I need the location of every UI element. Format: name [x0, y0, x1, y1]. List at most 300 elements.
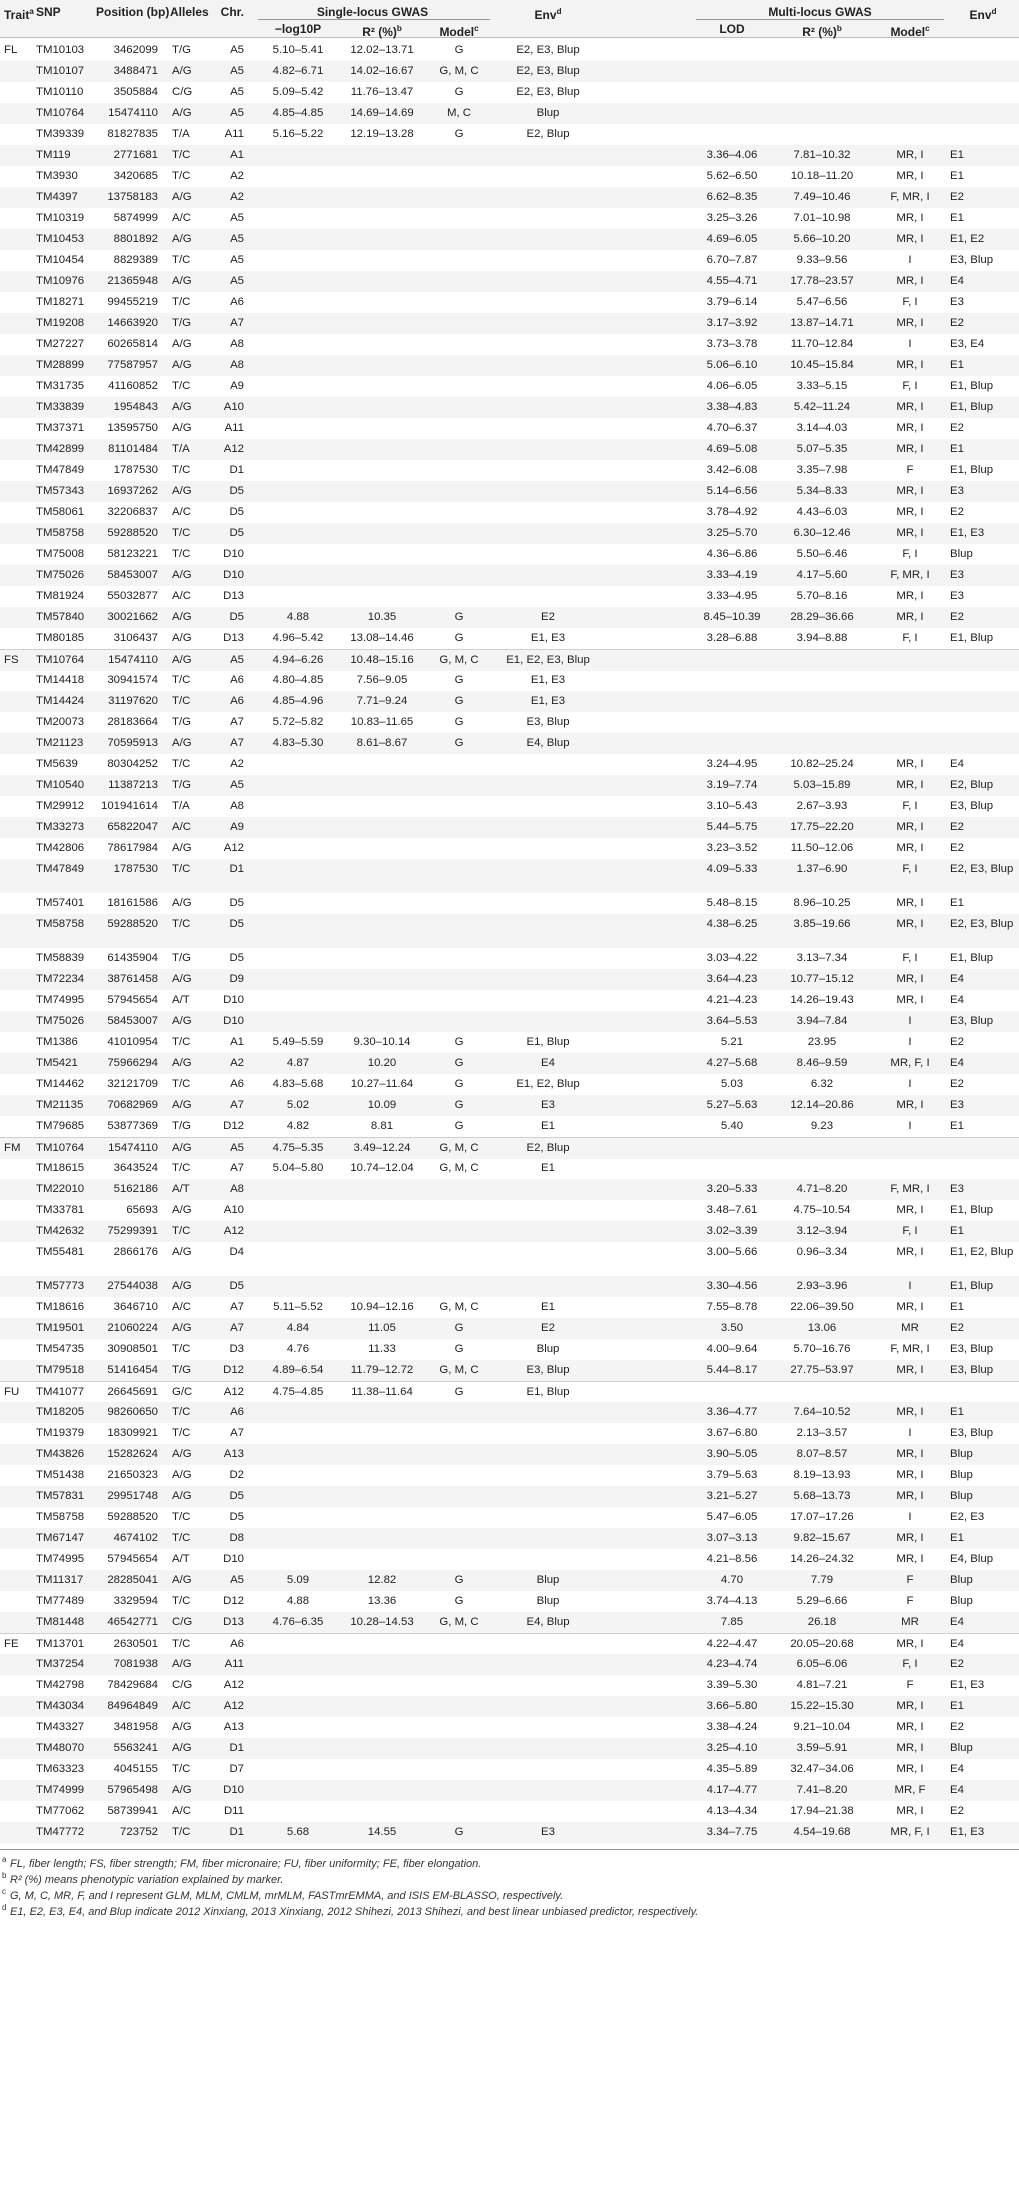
cell-multi-model: F — [906, 1574, 914, 1586]
cell-snp: TM79685 — [36, 1120, 85, 1132]
cell-alleles: T/C — [172, 1511, 191, 1523]
cell-snp: TM80185 — [36, 632, 85, 644]
cell-snp: TM37371 — [36, 422, 85, 434]
cell-lod: 5.40 — [720, 1120, 744, 1132]
cell-position: 59288520 — [107, 918, 158, 930]
cell-lod: 3.07–3.13 — [706, 1532, 758, 1544]
cell-chr: D10 — [223, 994, 244, 1006]
cell-multi-r2: 7.79 — [810, 1574, 834, 1586]
cell-alleles: T/C — [172, 170, 191, 182]
cell-multi-model: MR, I — [896, 443, 924, 455]
cell-position: 3106437 — [113, 632, 158, 644]
cell-snp: TM22010 — [36, 1183, 85, 1195]
cell-position: 21365948 — [107, 275, 158, 287]
cell-chr: D8 — [229, 1532, 244, 1544]
cell-single-env: E3, Blup — [526, 716, 570, 728]
cell-position: 3488471 — [113, 65, 158, 77]
table-row — [0, 1633, 1019, 1655]
cell-multi-model: MR, I — [896, 527, 924, 539]
cell-multi-env: E3 — [950, 590, 964, 602]
cell-alleles: T/C — [172, 380, 191, 392]
cell-position: 81101484 — [108, 443, 158, 455]
cell-alleles: T/A — [172, 443, 190, 455]
cell-lod: 3.33–4.95 — [706, 590, 758, 602]
cell-multi-env: E3, Blup — [950, 1364, 994, 1376]
cell-multi-env: E2 — [950, 506, 964, 518]
cell-chr: A2 — [230, 758, 244, 770]
cell-alleles: A/G — [172, 1280, 192, 1292]
cell-multi-env: E1, Blup — [950, 401, 994, 413]
cell-multi-env: E4 — [950, 1616, 964, 1628]
cell-single-env: E1 — [541, 1120, 555, 1132]
cell-multi-model: F, I — [902, 952, 918, 964]
cell-multi-r2: 4.54–19.68 — [793, 1826, 851, 1838]
cell-single-env: E1, E2, Blup — [516, 1078, 580, 1090]
cell-chr: A12 — [223, 1679, 244, 1691]
cell-chr: D5 — [229, 897, 244, 909]
cell-chr: D12 — [223, 1120, 244, 1132]
table-row — [0, 544, 1019, 565]
cell-multi-model: MR, I — [896, 1742, 924, 1754]
cell-position: 15474110 — [108, 654, 158, 666]
cell-lod: 5.44–8.17 — [706, 1364, 758, 1376]
cell-lod: 4.38–6.25 — [706, 918, 758, 930]
cell-chr: A1 — [230, 1036, 244, 1048]
cell-multi-r2: 7.49–10.46 — [793, 191, 851, 203]
cell-multi-model: F — [906, 464, 914, 476]
table-row — [0, 250, 1019, 271]
cell-alleles: G/C — [172, 1386, 193, 1398]
table-row — [0, 712, 1019, 733]
cell-lod: 5.48–8.15 — [706, 897, 758, 909]
cell-lod: 6.62–8.35 — [706, 191, 758, 203]
cell-single-logp: 4.85–4.85 — [272, 107, 324, 119]
table-row — [0, 1801, 1019, 1822]
cell-position: 61435904 — [107, 952, 158, 964]
cell-single-r2: 12.82 — [367, 1574, 397, 1586]
table-row — [0, 82, 1019, 103]
cell-position: 30941574 — [107, 674, 158, 686]
cell-position: 21650323 — [107, 1469, 158, 1481]
cell-position: 3329594 — [113, 1595, 158, 1607]
table-row — [0, 418, 1019, 439]
cell-multi-env: E1, Blup — [950, 632, 994, 644]
cell-alleles: A/G — [172, 1490, 192, 1502]
cell-position: 8801892 — [113, 233, 158, 245]
cell-single-model: G — [454, 1120, 464, 1132]
cell-lod: 3.33–4.19 — [706, 569, 758, 581]
cell-multi-model: F, MR, I — [890, 191, 930, 203]
cell-chr: A11 — [224, 128, 244, 140]
cell-chr: D10 — [223, 1553, 244, 1565]
cell-multi-model: MR, I — [896, 1638, 924, 1650]
cell-alleles: T/C — [172, 1078, 191, 1090]
cell-snp: TM10103 — [36, 44, 85, 56]
cell-single-env: E3, Blup — [526, 1364, 570, 1376]
cell-multi-env: E1, E2 — [950, 233, 985, 245]
cell-single-env: Blup — [536, 1595, 560, 1607]
cell-lod: 3.67–6.80 — [706, 1427, 758, 1439]
cell-lod: 4.69–5.08 — [706, 443, 758, 455]
table-row — [0, 1675, 1019, 1696]
cell-snp: TM14418 — [36, 674, 85, 686]
cell-chr: D1 — [229, 1826, 244, 1838]
cell-multi-model: MR, I — [896, 1805, 924, 1817]
cell-single-model: G — [454, 1574, 464, 1586]
cell-alleles: A/C — [172, 821, 191, 833]
cell-position: 65693 — [126, 1204, 158, 1216]
cell-chr: D13 — [223, 1616, 244, 1628]
cell-alleles: T/C — [172, 863, 191, 875]
cell-chr: D5 — [229, 485, 244, 497]
cell-single-model: G — [454, 611, 464, 623]
cell-position: 15474110 — [108, 107, 158, 119]
cell-multi-env: E1, Blup — [950, 952, 994, 964]
cell-position: 59288520 — [107, 527, 158, 539]
cell-multi-env: E3 — [950, 1183, 964, 1195]
cell-alleles: A/C — [172, 506, 191, 518]
cell-chr: D13 — [223, 590, 244, 602]
cell-alleles: T/G — [172, 779, 191, 791]
cell-multi-env: E4 — [950, 973, 964, 985]
cell-multi-r2: 5.68–13.73 — [793, 1490, 851, 1502]
cell-lod: 8.45–10.39 — [703, 611, 761, 623]
cell-lod: 3.24–4.95 — [706, 758, 758, 770]
cell-snp: TM21123 — [36, 737, 84, 749]
cell-multi-env: E1, E3 — [950, 1826, 985, 1838]
cell-chr: D5 — [229, 527, 244, 539]
cell-alleles: C/G — [172, 1616, 193, 1628]
footnote — [0, 1856, 1019, 1872]
cell-single-env: E1, Blup — [526, 1036, 570, 1048]
cell-lod: 4.70 — [720, 1574, 744, 1586]
cell-multi-r2: 5.07–5.35 — [796, 443, 848, 455]
cell-chr: A5 — [230, 212, 244, 224]
cell-multi-model: MR, F, I — [890, 1057, 930, 1069]
cell-multi-model: MR, I — [896, 212, 924, 224]
footnote-text: R² (%) means phenotypic variation explained by marker. — [10, 1874, 284, 1886]
cell-chr: A9 — [230, 821, 244, 833]
cell-snp: TM39339 — [36, 128, 85, 140]
cell-position: 99455219 — [107, 296, 158, 308]
cell-alleles: A/G — [172, 359, 192, 371]
cell-multi-env: E1, E3 — [950, 1679, 985, 1691]
cell-single-model: G — [454, 1595, 464, 1607]
table-row — [0, 40, 1019, 61]
cell-alleles: A/G — [172, 1448, 192, 1460]
cell-position: 7081938 — [113, 1658, 158, 1670]
cell-multi-r2: 7.81–10.32 — [793, 149, 851, 161]
cell-trait: FU — [4, 1386, 20, 1398]
cell-lod: 3.48–7.61 — [706, 1204, 758, 1216]
cell-multi-env: E1 — [950, 359, 964, 371]
cell-lod: 4.70–6.37 — [706, 422, 758, 434]
cell-multi-env: E4 — [950, 758, 964, 770]
cell-multi-r2: 8.96–10.25 — [793, 897, 851, 909]
cell-lod: 3.28–6.88 — [706, 632, 758, 644]
cell-lod: 4.13–4.34 — [706, 1805, 758, 1817]
cell-multi-model: MR, I — [896, 233, 924, 245]
table-row — [0, 1570, 1019, 1591]
cell-single-model: G, M, C — [439, 1162, 479, 1174]
cell-alleles: A/G — [172, 485, 192, 497]
cell-snp: TM5639 — [36, 758, 78, 770]
cell-snp: TM79518 — [36, 1364, 85, 1376]
cell-single-env: Blup — [536, 1574, 560, 1586]
cell-position: 2771681 — [113, 149, 158, 161]
cell-multi-model: MR, I — [896, 1364, 924, 1376]
cell-position: 81827835 — [107, 128, 158, 140]
cell-position: 46542771 — [107, 1616, 158, 1628]
cell-multi-model: MR, I — [896, 1532, 924, 1544]
cell-multi-env: E3 — [950, 1099, 964, 1111]
table-row — [0, 914, 1019, 948]
table-row — [0, 187, 1019, 208]
col-chr-header: Chr. — [220, 5, 244, 19]
cell-multi-env: E3, Blup — [950, 1015, 994, 1027]
cell-single-model: G — [454, 674, 464, 686]
cell-multi-model: MR, I — [896, 590, 924, 602]
cell-chr: A5 — [230, 1574, 244, 1586]
cell-multi-r2: 22.06–39.50 — [790, 1301, 854, 1313]
cell-multi-model: MR, I — [896, 897, 924, 909]
cell-multi-r2: 3.94–7.84 — [796, 1015, 848, 1027]
cell-multi-r2: 8.19–13.93 — [793, 1469, 851, 1481]
cell-lod: 3.00–5.66 — [706, 1246, 758, 1258]
cell-multi-model: MR, F — [894, 1784, 926, 1796]
cell-chr: D13 — [223, 632, 244, 644]
cell-chr: A12 — [223, 1700, 244, 1712]
cell-snp: TM33839 — [36, 401, 85, 413]
cell-chr: A10 — [223, 1204, 244, 1216]
single-locus-group-header: Single-locus GWAS — [316, 5, 429, 19]
cell-single-logp: 4.85–4.96 — [272, 695, 324, 707]
cell-position: 28285041 — [107, 1574, 158, 1586]
cell-alleles: A/G — [172, 1057, 192, 1069]
cell-chr: A8 — [230, 359, 244, 371]
cell-chr: A5 — [230, 107, 244, 119]
cell-snp: TM20073 — [36, 716, 85, 728]
cell-lod: 4.69–6.05 — [706, 233, 758, 245]
cell-multi-env: E2, Blup — [950, 779, 994, 791]
cell-alleles: A/G — [172, 338, 192, 350]
table-row — [0, 565, 1019, 586]
cell-position: 18161586 — [107, 897, 158, 909]
cell-single-logp: 5.16–5.22 — [272, 128, 324, 140]
footnote-mark: b — [2, 1871, 7, 1880]
table-row — [0, 628, 1019, 649]
table-row — [0, 439, 1019, 460]
cell-single-r2: 13.36 — [367, 1595, 397, 1607]
table-row — [0, 208, 1019, 229]
cell-chr: D10 — [223, 569, 244, 581]
cell-multi-r2: 5.47–6.56 — [796, 296, 848, 308]
cell-single-model: G, M, C — [439, 1301, 479, 1313]
cell-alleles: T/A — [172, 128, 190, 140]
cell-multi-model: I — [908, 1280, 912, 1292]
cell-single-env: E1 — [541, 1162, 555, 1174]
cell-multi-model: MR, I — [896, 994, 924, 1006]
footnote-mark: c — [2, 1887, 6, 1896]
cell-position: 14663920 — [107, 317, 158, 329]
cell-snp: TM81924 — [36, 590, 85, 602]
cell-multi-env: E2 — [950, 317, 964, 329]
cell-position: 77587957 — [107, 359, 158, 371]
table-row — [0, 1179, 1019, 1200]
col-single-r2-header: R² (%)$^b$ — [362, 24, 402, 39]
cell-alleles: A/G — [172, 191, 192, 203]
cell-snp: TM4397 — [36, 191, 78, 203]
cell-multi-r2: 26.18 — [807, 1616, 837, 1628]
cell-single-r2: 10.09 — [367, 1099, 397, 1111]
cell-chr: A1 — [230, 149, 244, 161]
cell-lod: 4.21–8.56 — [706, 1553, 758, 1565]
cell-multi-r2: 6.30–12.46 — [793, 527, 851, 539]
table-row — [0, 124, 1019, 145]
cell-multi-r2: 7.01–10.98 — [793, 212, 851, 224]
cell-single-model: M, C — [446, 107, 472, 119]
cell-multi-model: F — [906, 1595, 914, 1607]
cell-chr: A6 — [230, 674, 244, 686]
cell-alleles: A/C — [172, 1805, 191, 1817]
cell-position: 5563241 — [113, 1742, 158, 1754]
cell-multi-r2: 3.35–7.98 — [796, 464, 848, 476]
cell-single-r2: 10.94–12.16 — [350, 1301, 414, 1313]
table-row — [0, 733, 1019, 754]
cell-chr: A8 — [230, 1183, 244, 1195]
cell-single-env: E2, Blup — [526, 128, 570, 140]
cell-position: 3646710 — [113, 1301, 158, 1313]
cell-lod: 5.47–6.05 — [706, 1511, 758, 1523]
footnote-mark: a — [2, 1855, 7, 1864]
cell-multi-r2: 5.29–6.66 — [796, 1595, 848, 1607]
cell-multi-r2: 17.75–22.20 — [790, 821, 854, 833]
cell-snp: TM10976 — [36, 275, 85, 287]
cell-single-r2: 10.20 — [367, 1057, 397, 1069]
cell-snp: TM57401 — [36, 897, 85, 909]
cell-chr: A2 — [230, 191, 244, 203]
cell-lod: 3.39–5.30 — [706, 1679, 758, 1691]
cell-multi-env: E2 — [950, 842, 964, 854]
cell-lod: 3.25–4.10 — [706, 1742, 758, 1754]
cell-snp: TM75008 — [36, 548, 85, 560]
cell-position: 3505884 — [113, 86, 158, 98]
cell-lod: 3.02–3.39 — [706, 1225, 758, 1237]
table-row — [0, 1780, 1019, 1801]
cell-single-env: E1, Blup — [526, 1386, 570, 1398]
cell-single-logp: 4.88 — [286, 1595, 310, 1607]
cell-snp: TM27227 — [36, 338, 85, 350]
cell-alleles: A/C — [172, 212, 191, 224]
cell-lod: 3.20–5.33 — [706, 1183, 758, 1195]
cell-multi-r2: 11.70–12.84 — [790, 338, 854, 350]
cell-position: 78617984 — [107, 842, 158, 854]
cell-alleles: C/G — [172, 86, 193, 98]
cell-snp: TM42806 — [36, 842, 85, 854]
cell-single-model: G — [454, 1343, 464, 1355]
cell-multi-env: Blup — [950, 1742, 973, 1754]
table-row — [0, 1381, 1019, 1403]
cell-lod: 5.27–5.63 — [706, 1099, 758, 1111]
cell-multi-env: E2 — [950, 821, 964, 833]
cell-single-env: E3 — [541, 1099, 555, 1111]
cell-single-logp: 5.09 — [286, 1574, 310, 1586]
cell-lod: 3.79–6.14 — [706, 296, 758, 308]
cell-position: 65822047 — [107, 821, 158, 833]
cell-snp: TM42632 — [36, 1225, 85, 1237]
cell-multi-model: I — [908, 1120, 912, 1132]
cell-alleles: A/G — [172, 973, 192, 985]
cell-snp: TM33273 — [36, 821, 85, 833]
cell-alleles: T/C — [172, 1225, 191, 1237]
cell-position: 29951748 — [107, 1490, 158, 1502]
cell-alleles: A/G — [172, 1574, 192, 1586]
cell-multi-model: I — [908, 1078, 912, 1090]
cell-lod: 3.74–4.13 — [706, 1595, 758, 1607]
table-row — [0, 1486, 1019, 1507]
table-row — [0, 1654, 1019, 1675]
cell-multi-env: E3 — [950, 296, 964, 308]
cell-alleles: A/G — [172, 569, 192, 581]
cell-snp: TM13701 — [36, 1638, 85, 1650]
cell-lod: 4.22–4.47 — [706, 1638, 758, 1650]
cell-position: 58123221 — [107, 548, 158, 560]
cell-multi-model: MR — [901, 1616, 919, 1628]
cell-lod: 4.23–4.74 — [706, 1658, 758, 1670]
cell-single-model: G, M, C — [439, 654, 479, 666]
cell-position: 78429684 — [107, 1679, 158, 1691]
cell-single-env: Blup — [536, 1343, 560, 1355]
cell-trait: FL — [4, 44, 18, 56]
cell-single-r2: 11.76–13.47 — [350, 86, 414, 98]
table-row — [0, 1507, 1019, 1528]
cell-multi-env: E2 — [950, 1078, 964, 1090]
cell-position: 8829389 — [113, 254, 158, 266]
cell-multi-r2: 10.82–25.24 — [790, 758, 854, 770]
table-row — [0, 229, 1019, 250]
cell-lod: 3.23–3.52 — [706, 842, 758, 854]
cell-position: 4045155 — [113, 1763, 158, 1775]
cell-lod: 4.09–5.33 — [706, 863, 758, 875]
cell-single-r2: 11.05 — [368, 1322, 396, 1334]
table-row — [0, 1297, 1019, 1318]
cell-position: 18309921 — [107, 1427, 158, 1439]
cell-position: 4674102 — [113, 1532, 158, 1544]
cell-position: 28183664 — [107, 716, 158, 728]
cell-snp: TM47849 — [36, 863, 85, 875]
cell-multi-r2: 2.93–3.96 — [796, 1280, 848, 1292]
cell-trait: FE — [4, 1638, 19, 1650]
cell-chr: D4 — [229, 1246, 244, 1258]
cell-position: 15474110 — [108, 1142, 158, 1154]
cell-position: 58453007 — [107, 1015, 158, 1027]
cell-position: 41160852 — [108, 380, 158, 392]
cell-multi-r2: 0.96–3.34 — [796, 1246, 848, 1258]
cell-snp: TM58061 — [36, 506, 85, 518]
table-row — [0, 1200, 1019, 1221]
cell-position: 57945654 — [107, 994, 158, 1006]
footnote — [0, 1904, 1019, 1920]
cell-single-r2: 9.30–10.14 — [353, 1036, 411, 1048]
cell-chr: A5 — [230, 275, 244, 287]
table-row — [0, 1116, 1019, 1137]
cell-chr: A5 — [230, 233, 244, 245]
cell-multi-r2: 3.59–5.91 — [796, 1742, 848, 1754]
cell-alleles: T/G — [172, 952, 191, 964]
cell-alleles: T/C — [172, 1427, 191, 1439]
table-row — [0, 292, 1019, 313]
cell-position: 101941614 — [100, 800, 158, 812]
